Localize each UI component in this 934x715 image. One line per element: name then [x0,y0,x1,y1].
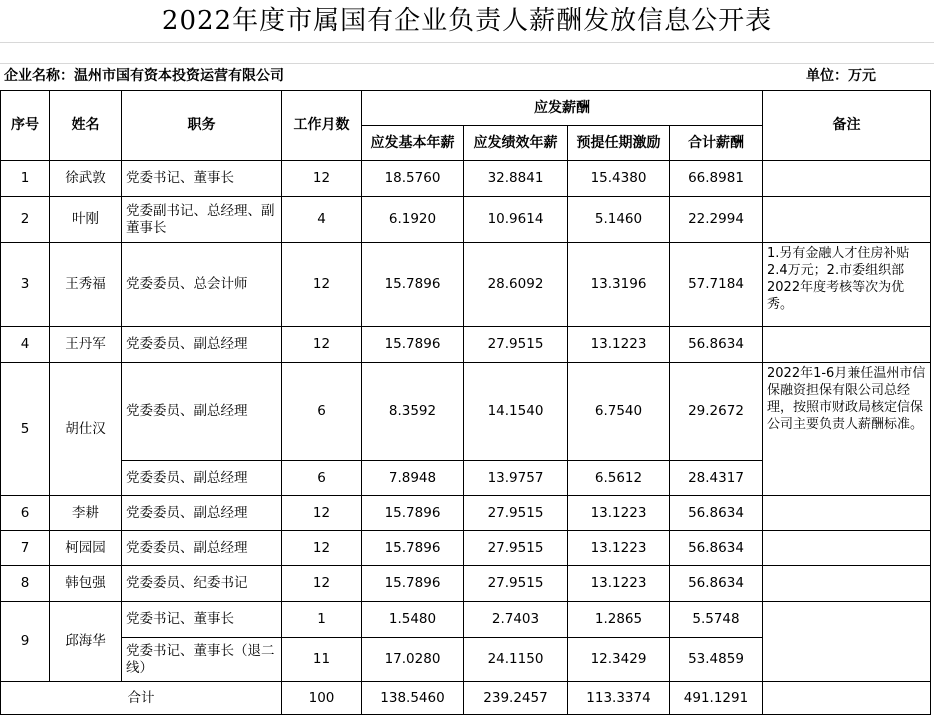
cell-position: 党委委员、副总经理 [122,363,282,461]
cell-months: 12 [282,327,362,363]
cell-incentive: 15.4380 [568,161,670,197]
cell-seq: 9 [1,602,50,682]
salary-table [0,90,931,715]
cell-incentive: 13.1223 [568,531,670,566]
table-row [1,496,931,531]
cell-seq: 1 [1,161,50,197]
cell-total: 56.8634 [670,566,763,602]
cell-basic: 15.7896 [362,496,464,531]
cell-seq: 3 [1,243,50,327]
cell-name: 柯园园 [50,531,122,566]
cell-months: 12 [282,496,362,531]
cell-performance: 13.9757 [464,461,568,496]
cell-total: 5.5748 [670,602,763,638]
cell-total: 57.7184 [670,243,763,327]
cell-incentive: 1.2865 [568,602,670,638]
cell-total: 56.8634 [670,531,763,566]
cell-seq: 6 [1,496,50,531]
cell-position: 党委委员、副总经理 [122,461,282,496]
cell-seq: 8 [1,566,50,602]
cell-incentive: 13.1223 [568,496,670,531]
cell-performance: 27.9515 [464,531,568,566]
cell-name: 韩包强 [50,566,122,602]
cell-note [763,566,931,602]
cell-performance: 27.9515 [464,327,568,363]
cell-seq: 5 [1,363,50,496]
cell-months: 12 [282,161,362,197]
cell-note: 2022年1-6月兼任温州市信保融资担保有限公司总经理，按照市财政局核定信保公司主要负责人薪酬标准。 [763,363,931,496]
cell-name: 胡仕汉 [50,363,122,496]
table-row [1,363,931,461]
header-total: 合计薪酬 [670,126,763,161]
cell-performance: 32.8841 [464,161,568,197]
cell-months: 12 [282,531,362,566]
cell-name: 叶刚 [50,197,122,243]
cell-name: 王丹军 [50,327,122,363]
cell-incentive: 13.3196 [568,243,670,327]
cell-performance: 27.9515 [464,496,568,531]
cell-performance: 28.6092 [464,243,568,327]
cell-note [763,531,931,566]
cell-seq: 4 [1,327,50,363]
cell-position: 党委委员、副总经理 [122,531,282,566]
cell-months: 6 [282,461,362,496]
cell-name: 邱海华 [50,602,122,682]
total-months: 100 [282,682,362,715]
header-name: 姓名 [50,91,122,161]
cell-incentive: 6.7540 [568,363,670,461]
cell-total: 22.2994 [670,197,763,243]
cell-note [763,496,931,531]
cell-months: 4 [282,197,362,243]
cell-position: 党委委员、纪委书记 [122,566,282,602]
cell-basic: 15.7896 [362,243,464,327]
header-months: 工作月数 [282,91,362,161]
cell-position: 党委书记、董事长 [122,161,282,197]
cell-total: 66.8981 [670,161,763,197]
table-row [1,602,931,638]
header-pay-group: 应发薪酬 [362,91,763,126]
cell-months: 6 [282,363,362,461]
company-name: 企业名称：温州市国有资本投资运营有限公司 [4,68,284,84]
cell-basic: 6.1920 [362,197,464,243]
total-basic: 138.5460 [362,682,464,715]
table-row [1,161,931,197]
table-row [1,243,931,327]
cell-note [763,161,931,197]
cell-position: 党委书记、董事长（退二线） [122,638,282,682]
header-performance: 应发绩效年薪 [464,126,568,161]
table-row [1,566,931,602]
table-row [1,327,931,363]
cell-name: 王秀福 [50,243,122,327]
cell-basic: 1.5480 [362,602,464,638]
cell-months: 1 [282,602,362,638]
cell-performance: 10.9614 [464,197,568,243]
cell-note [763,327,931,363]
total-row [1,682,931,715]
cell-name: 徐武敦 [50,161,122,197]
cell-basic: 15.7896 [362,566,464,602]
cell-total: 29.2672 [670,363,763,461]
cell-performance: 27.9515 [464,566,568,602]
cell-incentive: 6.5612 [568,461,670,496]
cell-total: 28.4317 [670,461,763,496]
total-incentive: 113.3374 [568,682,670,715]
cell-months: 12 [282,243,362,327]
header-basic: 应发基本年薪 [362,126,464,161]
cell-performance: 24.1150 [464,638,568,682]
cell-total: 53.4859 [670,638,763,682]
cell-position: 党委委员、副总经理 [122,496,282,531]
total-label: 合计 [1,682,282,715]
total-total: 491.1291 [670,682,763,715]
cell-basic: 15.7896 [362,531,464,566]
cell-months: 11 [282,638,362,682]
cell-note: 1.另有金融人才住房补贴2.4万元；2.市委组织部2022年度考核等次为优秀。 [763,243,931,327]
header-position: 职务 [122,91,282,161]
total-note [763,682,931,715]
cell-note [763,197,931,243]
cell-basic: 18.5760 [362,161,464,197]
cell-total: 56.8634 [670,496,763,531]
header-notes: 备注 [763,91,931,161]
cell-position: 党委委员、副总经理 [122,327,282,363]
cell-position: 党委委员、总会计师 [122,243,282,327]
cell-performance: 2.7403 [464,602,568,638]
total-performance: 239.2457 [464,682,568,715]
cell-position: 党委书记、董事长 [122,602,282,638]
cell-basic: 15.7896 [362,327,464,363]
cell-total: 56.8634 [670,327,763,363]
cell-months: 12 [282,566,362,602]
cell-incentive: 5.1460 [568,197,670,243]
unit-label: 单位：万元 [806,68,876,84]
cell-performance: 14.1540 [464,363,568,461]
header-seq: 序号 [1,91,50,161]
page-title: 2022年度市属国有企业负责人薪酬发放信息公开表 [161,6,773,36]
cell-position: 党委副书记、总经理、副董事长 [122,197,282,243]
cell-basic: 7.8948 [362,461,464,496]
table-row [1,197,931,243]
cell-seq: 2 [1,197,50,243]
cell-name: 李耕 [50,496,122,531]
cell-basic: 17.0280 [362,638,464,682]
header-incentive: 预提任期激励 [568,126,670,161]
cell-note [763,602,931,682]
table-row [1,531,931,566]
cell-basic: 8.3592 [362,363,464,461]
sheet-gridline [0,42,934,43]
cell-seq: 7 [1,531,50,566]
cell-incentive: 13.1223 [568,327,670,363]
cell-incentive: 12.3429 [568,638,670,682]
cell-incentive: 13.1223 [568,566,670,602]
